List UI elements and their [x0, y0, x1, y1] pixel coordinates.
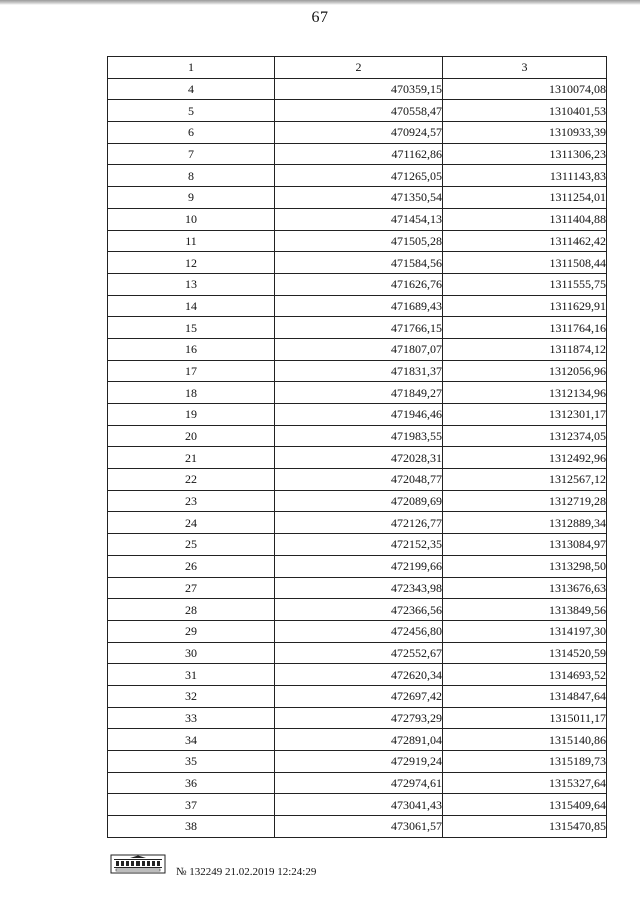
x-coordinate-cell: 472456,80 — [275, 620, 443, 642]
table-row — [108, 642, 607, 664]
table-row — [108, 382, 607, 404]
coordinates-table — [107, 56, 607, 838]
table-row — [108, 425, 607, 447]
point-number-cell: 7 — [108, 143, 275, 165]
table-row — [108, 490, 607, 512]
table-row — [108, 447, 607, 469]
table-row — [108, 317, 607, 339]
x-coordinate-cell: 470359,15 — [275, 78, 443, 100]
table-row — [108, 100, 607, 122]
point-number-cell: 20 — [108, 425, 275, 447]
table-row — [108, 599, 607, 621]
y-coordinate-cell: 1312567,12 — [443, 469, 607, 491]
y-coordinate-cell: 1315409,64 — [443, 794, 607, 816]
y-coordinate-cell: 1311404,88 — [443, 208, 607, 230]
table-row — [108, 295, 607, 317]
x-coordinate-cell: 472891,04 — [275, 729, 443, 751]
point-number-cell: 13 — [108, 273, 275, 295]
point-number-cell: 34 — [108, 729, 275, 751]
y-coordinate-cell: 1311874,12 — [443, 338, 607, 360]
x-coordinate-cell: 470924,57 — [275, 122, 443, 144]
point-number-cell: 14 — [108, 295, 275, 317]
point-number-cell: 17 — [108, 360, 275, 382]
point-number-cell: 35 — [108, 751, 275, 773]
table-row — [108, 794, 607, 816]
point-number-cell: 19 — [108, 404, 275, 426]
point-number-cell: 8 — [108, 165, 275, 187]
y-coordinate-cell: 1311764,16 — [443, 317, 607, 339]
point-number-cell: 32 — [108, 685, 275, 707]
x-coordinate-cell: 472919,24 — [275, 751, 443, 773]
table-row — [108, 122, 607, 144]
y-coordinate-cell: 1310074,08 — [443, 78, 607, 100]
x-coordinate-cell: 471505,28 — [275, 230, 443, 252]
y-coordinate-cell: 1311462,42 — [443, 230, 607, 252]
y-coordinate-cell: 1312374,05 — [443, 425, 607, 447]
table-row — [108, 143, 607, 165]
y-coordinate-cell: 1311254,01 — [443, 187, 607, 209]
x-coordinate-cell: 472620,34 — [275, 664, 443, 686]
column-header-2: 2 — [275, 57, 443, 79]
point-number-cell: 27 — [108, 577, 275, 599]
point-number-cell: 36 — [108, 772, 275, 794]
table-row — [108, 404, 607, 426]
building-stamp-icon — [110, 854, 166, 874]
column-header-1: 1 — [108, 57, 275, 79]
y-coordinate-cell: 1312056,96 — [443, 360, 607, 382]
x-coordinate-cell: 473061,57 — [275, 816, 443, 838]
y-coordinate-cell: 1315470,85 — [443, 816, 607, 838]
table-row — [108, 664, 607, 686]
x-coordinate-cell: 471766,15 — [275, 317, 443, 339]
table-row — [108, 78, 607, 100]
y-coordinate-cell: 1313084,97 — [443, 534, 607, 556]
y-coordinate-cell: 1315189,73 — [443, 751, 607, 773]
table-row — [108, 816, 607, 838]
x-coordinate-cell: 471626,76 — [275, 273, 443, 295]
x-coordinate-cell: 471946,46 — [275, 404, 443, 426]
point-number-cell: 33 — [108, 707, 275, 729]
point-number-cell: 6 — [108, 122, 275, 144]
y-coordinate-cell: 1311629,91 — [443, 295, 607, 317]
x-coordinate-cell: 472048,77 — [275, 469, 443, 491]
point-number-cell: 37 — [108, 794, 275, 816]
table-row — [108, 187, 607, 209]
table-row — [108, 208, 607, 230]
point-number-cell: 22 — [108, 469, 275, 491]
table-header-row — [108, 57, 607, 79]
point-number-cell: 31 — [108, 664, 275, 686]
y-coordinate-cell: 1311306,23 — [443, 143, 607, 165]
y-coordinate-cell: 1310401,53 — [443, 100, 607, 122]
table-row — [108, 469, 607, 491]
table-row — [108, 751, 607, 773]
table-row — [108, 165, 607, 187]
point-number-cell: 23 — [108, 490, 275, 512]
point-number-cell: 12 — [108, 252, 275, 274]
x-coordinate-cell: 472366,56 — [275, 599, 443, 621]
document-datetime: 21.02.2019 12:24:29 — [225, 866, 317, 878]
y-coordinate-cell: 1315140,86 — [443, 729, 607, 751]
table-body — [108, 78, 607, 837]
table-row — [108, 577, 607, 599]
point-number-cell: 5 — [108, 100, 275, 122]
point-number-cell: 30 — [108, 642, 275, 664]
x-coordinate-cell: 472697,42 — [275, 685, 443, 707]
table-row — [108, 252, 607, 274]
page-number: 67 — [311, 9, 329, 26]
table-row — [108, 360, 607, 382]
y-coordinate-cell: 1314197,30 — [443, 620, 607, 642]
table-row — [108, 534, 607, 556]
y-coordinate-cell: 1312301,17 — [443, 404, 607, 426]
document-number: № 132249 — [176, 866, 223, 878]
x-coordinate-cell: 473041,43 — [275, 794, 443, 816]
y-coordinate-cell: 1311555,75 — [443, 273, 607, 295]
x-coordinate-cell: 471265,05 — [275, 165, 443, 187]
y-coordinate-cell: 1315327,64 — [443, 772, 607, 794]
y-coordinate-cell: 1314520,59 — [443, 642, 607, 664]
y-coordinate-cell: 1313849,56 — [443, 599, 607, 621]
y-coordinate-cell: 1312492,96 — [443, 447, 607, 469]
x-coordinate-cell: 470558,47 — [275, 100, 443, 122]
document-footer — [110, 854, 530, 884]
x-coordinate-cell: 471849,27 — [275, 382, 443, 404]
y-coordinate-cell: 1311508,44 — [443, 252, 607, 274]
point-number-cell: 16 — [108, 338, 275, 360]
x-coordinate-cell: 472552,67 — [275, 642, 443, 664]
table-row — [108, 707, 607, 729]
point-number-cell: 18 — [108, 382, 275, 404]
x-coordinate-cell: 471162,86 — [275, 143, 443, 165]
point-number-cell: 24 — [108, 512, 275, 534]
table-row — [108, 230, 607, 252]
y-coordinate-cell: 1314693,52 — [443, 664, 607, 686]
table-row — [108, 685, 607, 707]
point-number-cell: 28 — [108, 599, 275, 621]
x-coordinate-cell: 472974,61 — [275, 772, 443, 794]
point-number-cell: 11 — [108, 230, 275, 252]
point-number-cell: 25 — [108, 534, 275, 556]
y-coordinate-cell: 1310933,39 — [443, 122, 607, 144]
y-coordinate-cell: 1313676,63 — [443, 577, 607, 599]
y-coordinate-cell: 1315011,17 — [443, 707, 607, 729]
x-coordinate-cell: 471350,54 — [275, 187, 443, 209]
table-row — [108, 729, 607, 751]
x-coordinate-cell: 471689,43 — [275, 295, 443, 317]
y-coordinate-cell: 1311143,83 — [443, 165, 607, 187]
table-row — [108, 620, 607, 642]
y-coordinate-cell: 1312719,28 — [443, 490, 607, 512]
point-number-cell: 26 — [108, 555, 275, 577]
x-coordinate-cell: 471807,07 — [275, 338, 443, 360]
point-number-cell: 29 — [108, 620, 275, 642]
x-coordinate-cell: 472152,35 — [275, 534, 443, 556]
table-row — [108, 273, 607, 295]
point-number-cell: 38 — [108, 816, 275, 838]
column-header-3: 3 — [443, 57, 607, 79]
y-coordinate-cell: 1312134,96 — [443, 382, 607, 404]
table-row — [108, 512, 607, 534]
document-registration — [176, 866, 316, 878]
table-row — [108, 772, 607, 794]
x-coordinate-cell: 471983,55 — [275, 425, 443, 447]
point-number-cell: 4 — [108, 78, 275, 100]
x-coordinate-cell: 472028,31 — [275, 447, 443, 469]
table-row — [108, 338, 607, 360]
x-coordinate-cell: 471454,13 — [275, 208, 443, 230]
point-number-cell: 9 — [108, 187, 275, 209]
x-coordinate-cell: 472343,98 — [275, 577, 443, 599]
table-row — [108, 555, 607, 577]
x-coordinate-cell: 472126,77 — [275, 512, 443, 534]
x-coordinate-cell: 472089,69 — [275, 490, 443, 512]
y-coordinate-cell: 1313298,50 — [443, 555, 607, 577]
y-coordinate-cell: 1312889,34 — [443, 512, 607, 534]
point-number-cell: 21 — [108, 447, 275, 469]
x-coordinate-cell: 471831,37 — [275, 360, 443, 382]
y-coordinate-cell: 1314847,64 — [443, 685, 607, 707]
point-number-cell: 10 — [108, 208, 275, 230]
x-coordinate-cell: 472199,66 — [275, 555, 443, 577]
x-coordinate-cell: 471584,56 — [275, 252, 443, 274]
point-number-cell: 15 — [108, 317, 275, 339]
scan-edge-shadow — [0, 0, 640, 5]
x-coordinate-cell: 472793,29 — [275, 707, 443, 729]
